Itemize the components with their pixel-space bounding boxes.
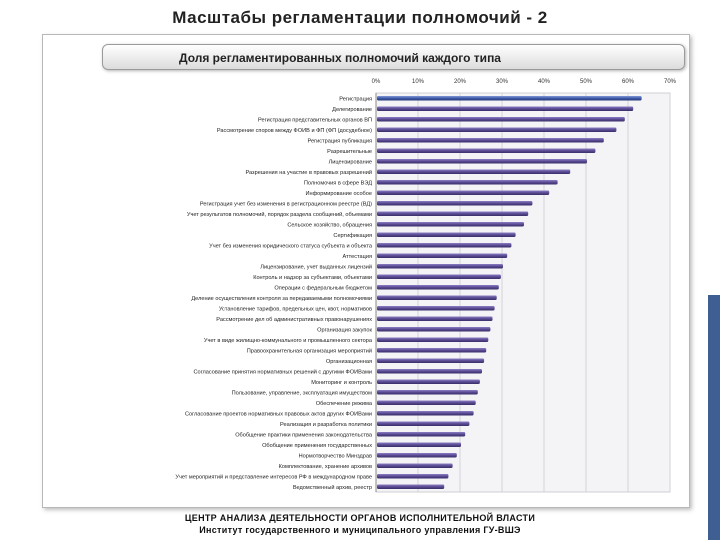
bar [377, 432, 465, 436]
category-label: Информирование особое [305, 190, 372, 197]
category-label: Разрешительные [327, 148, 372, 155]
bar [377, 390, 478, 394]
bar [377, 138, 604, 142]
bar [377, 128, 616, 132]
category-label: Лицензирование, учет выданных лицензий [260, 264, 372, 271]
x-tick-label: 40% [537, 79, 551, 85]
category-label: Обеспечение режима [315, 400, 372, 407]
category-label: Обобщение применения государственных [262, 442, 372, 449]
bar [377, 159, 587, 163]
category-label: Учет результатов полномочий, порядок раздела сообщений, объемами [186, 211, 372, 218]
bar [377, 180, 558, 184]
chart-title: Доля регламентированных полномочий каждого типа [102, 44, 685, 70]
bar [377, 296, 497, 300]
bar [377, 485, 444, 489]
bar [377, 401, 476, 405]
category-label: Согласование принятия нормативных решений с другими ФОИВами [193, 369, 372, 376]
bar [377, 285, 499, 289]
x-tick-label: 70% [663, 79, 677, 85]
x-tick-label: 50% [579, 79, 593, 85]
footer-organization: ЦЕНТР АНАЛИЗА ДЕЯТЕЛЬНОСТИ ОРГАНОВ ИСПОЛНИТЕЛЬНОЙ ВЛАСТИ [184, 513, 536, 523]
category-label: Разрешения на участие в правовых разрешений [245, 169, 372, 176]
bar [377, 464, 453, 468]
category-label: Аттестация [342, 253, 372, 260]
bar [377, 264, 503, 268]
category-label: Операции с федеральным бюджетом [274, 285, 372, 292]
category-label: Правоохранительная организация мероприятий [246, 348, 372, 355]
category-label: Согласование проектов нормативных правовых актов других ФОИВами [184, 411, 372, 418]
x-tick-label: 10% [411, 79, 425, 85]
bar [377, 443, 461, 447]
category-label: Регистрация [339, 96, 372, 103]
bar [377, 348, 486, 352]
category-label: Контроль и надзор за субъектами, объектами [253, 274, 372, 281]
category-label: Полномочия в сфере ВЭД [303, 180, 372, 187]
category-label: Обобщение практики применения законодательства [235, 432, 372, 439]
category-label: Организация закупок [317, 327, 372, 334]
bar [377, 453, 457, 457]
x-tick-label: 60% [621, 79, 635, 85]
category-label: Учет в виде жилищно-коммунального и промышленного сектора [203, 337, 372, 344]
category-label: Учет без изменения юридического статуса субъекта и объекта [209, 243, 372, 250]
bar [377, 369, 482, 373]
category-label: Учет мероприятий и представление интересов РФ в международном праве [175, 474, 372, 481]
bar [377, 474, 448, 478]
category-label: Нормотворчество Минздрав [298, 453, 372, 460]
category-label: Регистрация представительных органов ВП [258, 117, 372, 124]
bar [377, 222, 524, 226]
category-label: Лицензирование [328, 159, 372, 166]
bar [377, 233, 516, 237]
bar [377, 243, 511, 247]
bar [377, 170, 570, 174]
category-label: Деление осуществления контроля за передаваемыми полномочиями [191, 295, 372, 302]
bar [377, 338, 488, 342]
x-tick-label: 0% [371, 79, 381, 85]
category-label: Пользование, управление, эксплуатация имуществом [231, 390, 372, 397]
bar [377, 254, 507, 258]
category-label: Сельское хозяйство, обращения [287, 222, 372, 229]
bar [377, 96, 642, 100]
bar [377, 359, 484, 363]
x-tick-label: 20% [453, 79, 467, 85]
bar [377, 327, 490, 331]
slide-title: Масштабы регламентации полномочий - 2 [172, 8, 548, 27]
bar [377, 317, 493, 321]
category-label: Делегирование [332, 106, 372, 113]
bar [377, 149, 595, 153]
category-label: Регистрация публикация [307, 138, 372, 145]
bar [377, 117, 625, 121]
x-tick-label: 30% [495, 79, 509, 85]
bar [377, 380, 480, 384]
bar [377, 212, 528, 216]
category-label: Рассмотрение дел об административных правонарушениях [216, 316, 372, 323]
category-label: Установление тарифов, предельных цен, квот, нормативов [218, 306, 372, 313]
category-label: Организационная [325, 358, 372, 365]
bar [377, 422, 469, 426]
bar [377, 411, 474, 415]
category-label: Мониторинг и контроль [311, 379, 372, 386]
bar [377, 201, 532, 205]
category-label: Сертификация [333, 232, 372, 239]
bar [377, 306, 495, 310]
bar [377, 191, 549, 195]
category-label: Комплектование, хранение архивов [278, 463, 372, 470]
category-label: Рассмотрение споров между ФОИВ и ФП (ФП (досудебное) [216, 127, 372, 134]
bar [377, 275, 501, 279]
footer-institute: Институт государственного и муниципального управления ГУ-ВШЭ [199, 525, 521, 535]
category-label: Регистрация учет без изменения в регистрационном реестре (ВД) [199, 201, 372, 208]
category-label: Ведомственный архив, реестр [292, 484, 372, 491]
bar [377, 107, 633, 111]
category-label: Реализация и разработка политики [280, 421, 372, 428]
